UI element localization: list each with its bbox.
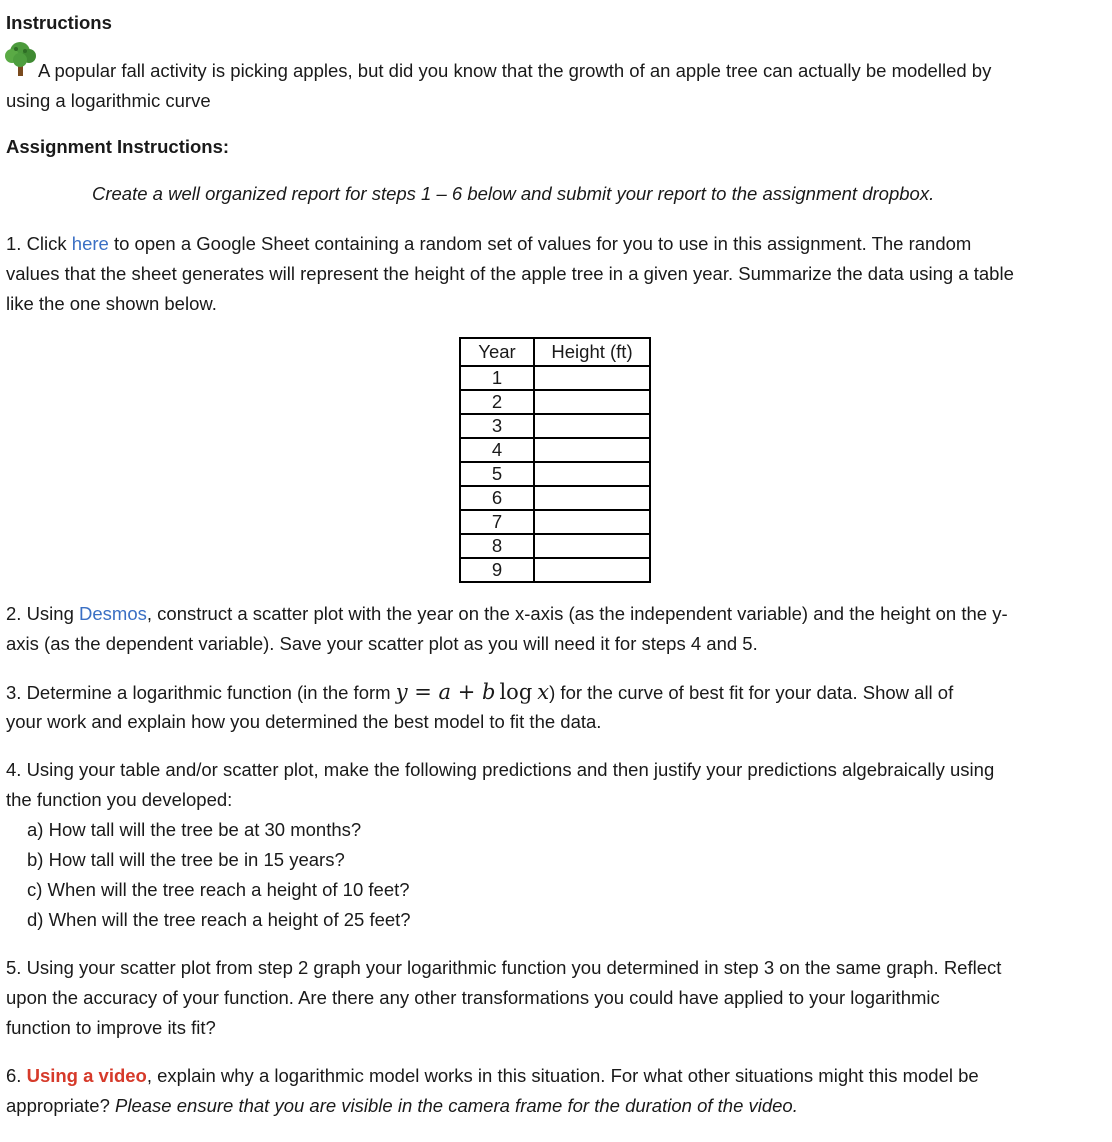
- formula-plus: +: [451, 680, 483, 704]
- step-2: [6, 599, 1104, 629]
- step-1: [6, 229, 1104, 259]
- formula-x: x: [537, 680, 550, 704]
- height-cell: [534, 438, 650, 462]
- height-cell: [534, 414, 650, 438]
- formula-log: log: [499, 680, 533, 704]
- year-cell: 2: [460, 390, 534, 414]
- question-b: b) How tall will the tree be in 15 years?: [27, 849, 345, 870]
- table-row: [460, 486, 650, 510]
- data-table: [459, 337, 651, 583]
- step-5-text-b: upon the accuracy of your function. Are there any other transformations you could have applied to your logarithmic: [6, 987, 940, 1008]
- step-5-text-c: function to improve its fit?: [6, 1017, 216, 1038]
- step-6-text-b: appropriate?: [6, 1095, 116, 1116]
- table-row: [460, 462, 650, 486]
- assignment-heading: Assignment Instructions:: [6, 136, 230, 157]
- step-6-prefix: 6.: [6, 1065, 27, 1086]
- height-cell: [534, 366, 650, 390]
- height-header: Height (ft): [534, 338, 650, 366]
- formula-a: a: [438, 680, 452, 704]
- year-cell: 7: [460, 510, 534, 534]
- height-cell: [534, 558, 650, 582]
- table-row: [460, 438, 650, 462]
- height-cell: [534, 462, 650, 486]
- step-2-text-a: , construct a scatter plot with the year on the x-axis (as the independent variable) and the height on the y-: [146, 603, 1008, 624]
- step-2-prefix: 2. Using: [6, 603, 80, 624]
- intro-line-1: A popular fall activity is picking apples, but did you know that the growth of an apple tree can actually be modelled by: [38, 60, 992, 81]
- table-row: [460, 510, 650, 534]
- step-1-text-b: values that the sheet generates will represent the height of the apple tree in a given year. Summarize the data using a table: [6, 263, 1014, 284]
- desmos-link[interactable]: Desmos: [79, 603, 147, 624]
- step-5-text-a: 5. Using your scatter plot from step 2 graph your logarithmic function you determined in step 3 on the same graph. Reflect: [6, 957, 1002, 978]
- height-cell: [534, 510, 650, 534]
- height-cell: [534, 534, 650, 558]
- step-3-suffix-a: ) for the curve of best fit for your data. Show all of: [549, 682, 954, 703]
- table-row: [460, 366, 650, 390]
- table-row: [460, 414, 650, 438]
- table-header-row: [460, 338, 650, 366]
- year-cell: 5: [460, 462, 534, 486]
- step-6: [6, 1061, 1104, 1091]
- table-row: [460, 390, 650, 414]
- table-row: [460, 558, 650, 582]
- step-3: [6, 677, 1104, 708]
- year-cell: 9: [460, 558, 534, 582]
- step-6-text-a: , explain why a logarithmic model works in this situation. For what other situations might this model be: [146, 1065, 979, 1086]
- question-d: d) When will the tree reach a height of 25 feet?: [27, 909, 411, 930]
- page-title: Instructions: [6, 12, 112, 33]
- step-3-prefix: 3. Determine a logarithmic function (in the form: [6, 682, 396, 703]
- step-3-text-b: your work and explain how you determined the best model to fit the data.: [6, 711, 602, 732]
- table-row: [460, 534, 650, 558]
- step-6-italic-note: Please ensure that you are visible in the camera frame for the duration of the video.: [115, 1095, 798, 1116]
- height-cell: [534, 486, 650, 510]
- intro-line-2: using a logarithmic curve: [6, 90, 211, 111]
- step-4-text-b: the function you developed:: [6, 789, 233, 810]
- tree-icon: [4, 40, 38, 78]
- height-cell: [534, 390, 650, 414]
- year-header: Year: [460, 338, 534, 366]
- question-c: c) When will the tree reach a height of 10 feet?: [27, 879, 410, 900]
- year-cell: 8: [460, 534, 534, 558]
- sheet-link[interactable]: here: [71, 233, 109, 254]
- year-cell: 6: [460, 486, 534, 510]
- step-6-line-2: [6, 1091, 798, 1121]
- year-cell: 4: [460, 438, 534, 462]
- year-cell: 1: [460, 366, 534, 390]
- step-1-text-a: to open a Google Sheet containing a random set of values for you to use in this assignment. The random: [108, 233, 972, 254]
- formula-eq: =: [407, 680, 439, 704]
- step-1-text-c: like the one shown below.: [6, 293, 217, 314]
- formula-b: b: [482, 680, 496, 704]
- video-link[interactable]: Using a video: [26, 1065, 147, 1086]
- step-2-text-b: axis (as the dependent variable). Save your scatter plot as you will need it for steps 4 and 5.: [6, 633, 758, 654]
- year-cell: 3: [460, 414, 534, 438]
- assignment-note: Create a well organized report for steps 1 – 6 below and submit your report to the assignment dropbox.: [92, 183, 935, 204]
- step-4-text-a: 4. Using your table and/or scatter plot, make the following predictions and then justify your predictions algebraically using: [6, 759, 995, 780]
- step-1-prefix: 1. Click: [6, 233, 72, 254]
- question-a: a) How tall will the tree be at 30 months?: [27, 819, 362, 840]
- formula-y: y: [395, 680, 408, 704]
